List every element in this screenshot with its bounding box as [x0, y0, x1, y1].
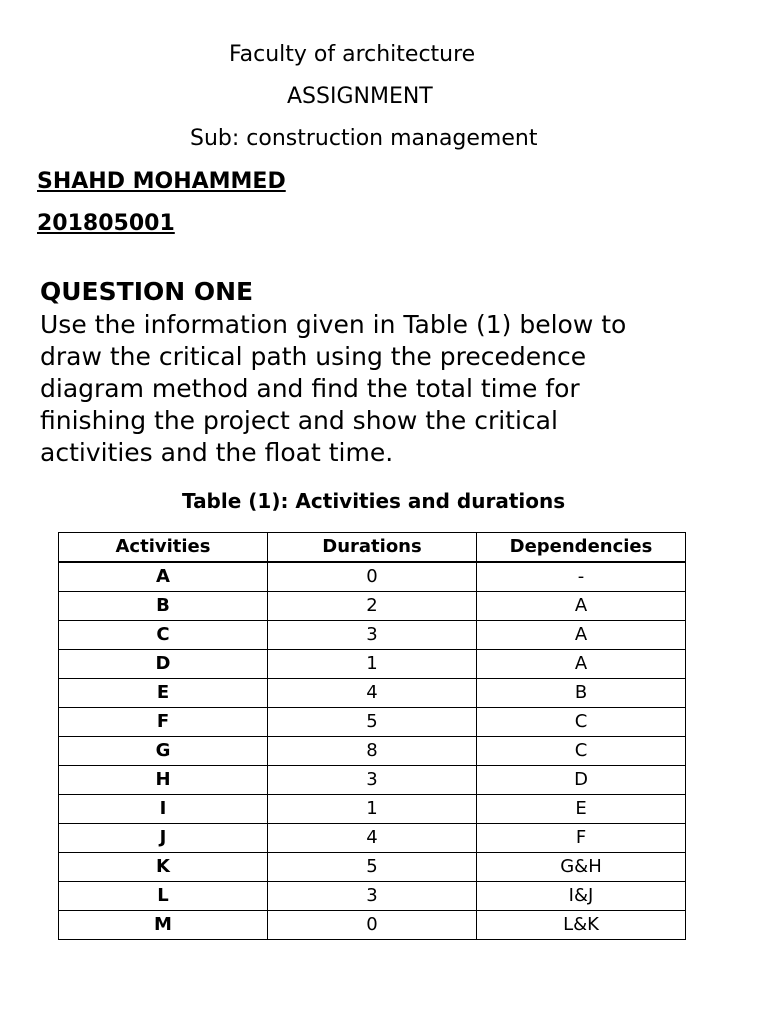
table-row	[59, 592, 686, 621]
duration-cell: 2	[268, 592, 477, 621]
question-body-line: Use the information given in Table (1) below to	[40, 310, 627, 339]
table-body	[59, 562, 686, 940]
table-row	[59, 911, 686, 940]
activity-cell: K	[59, 853, 268, 882]
duration-cell: 3	[268, 882, 477, 911]
dependency-cell: B	[477, 679, 686, 708]
duration-cell: 3	[268, 766, 477, 795]
activity-cell: A	[59, 562, 268, 592]
table-row	[59, 679, 686, 708]
activity-cell: G	[59, 737, 268, 766]
table-row	[59, 650, 686, 679]
dependency-cell: A	[477, 592, 686, 621]
question-body-line: diagram method and find the total time for	[40, 374, 580, 403]
table-row	[59, 621, 686, 650]
table-caption: Table (1): Activities and durations	[182, 489, 566, 513]
activity-cell: E	[59, 679, 268, 708]
dependency-cell: I&J	[477, 882, 686, 911]
table-row	[59, 562, 686, 592]
activity-cell: F	[59, 708, 268, 737]
column-header-dependencies: Dependencies	[477, 533, 686, 563]
table-row	[59, 795, 686, 824]
duration-cell: 4	[268, 679, 477, 708]
duration-cell: 1	[268, 650, 477, 679]
student-name: SHAHD MOHAMMED	[37, 169, 286, 194]
activities-table	[58, 532, 686, 940]
dependency-cell: C	[477, 708, 686, 737]
dependency-cell: G&H	[477, 853, 686, 882]
table-header-row	[59, 533, 686, 563]
question-body-line: activities and the float time.	[40, 438, 394, 467]
dependency-cell: D	[477, 766, 686, 795]
activity-cell: J	[59, 824, 268, 853]
dependency-cell: E	[477, 795, 686, 824]
table-row	[59, 882, 686, 911]
activity-cell: B	[59, 592, 268, 621]
activity-cell: C	[59, 621, 268, 650]
column-header-durations: Durations	[268, 533, 477, 563]
table-row	[59, 708, 686, 737]
dependency-cell: F	[477, 824, 686, 853]
duration-cell: 4	[268, 824, 477, 853]
duration-cell: 0	[268, 562, 477, 592]
activity-cell: I	[59, 795, 268, 824]
table-row	[59, 824, 686, 853]
duration-cell: 5	[268, 853, 477, 882]
table-row	[59, 766, 686, 795]
activity-cell: H	[59, 766, 268, 795]
column-header-activities: Activities	[59, 533, 268, 563]
dependency-cell: -	[477, 562, 686, 592]
dependency-cell: A	[477, 621, 686, 650]
activity-cell: D	[59, 650, 268, 679]
activity-cell: L	[59, 882, 268, 911]
assignment-title: ASSIGNMENT	[287, 84, 433, 109]
duration-cell: 0	[268, 911, 477, 940]
student-id: 201805001	[37, 211, 175, 236]
table-row	[59, 853, 686, 882]
question-body-line: draw the critical path using the precedence	[40, 342, 587, 371]
duration-cell: 1	[268, 795, 477, 824]
dependency-cell: A	[477, 650, 686, 679]
activity-cell: M	[59, 911, 268, 940]
table-row	[59, 737, 686, 766]
dependency-cell: C	[477, 737, 686, 766]
duration-cell: 5	[268, 708, 477, 737]
dependency-cell: L&K	[477, 911, 686, 940]
question-body	[40, 309, 740, 469]
question-body-line: finishing the project and show the critical	[40, 406, 558, 435]
faculty-title: Faculty of architecture	[229, 42, 476, 67]
duration-cell: 8	[268, 737, 477, 766]
duration-cell: 3	[268, 621, 477, 650]
subject-line: Sub: construction management	[190, 126, 538, 151]
question-title: QUESTION ONE	[40, 277, 254, 306]
